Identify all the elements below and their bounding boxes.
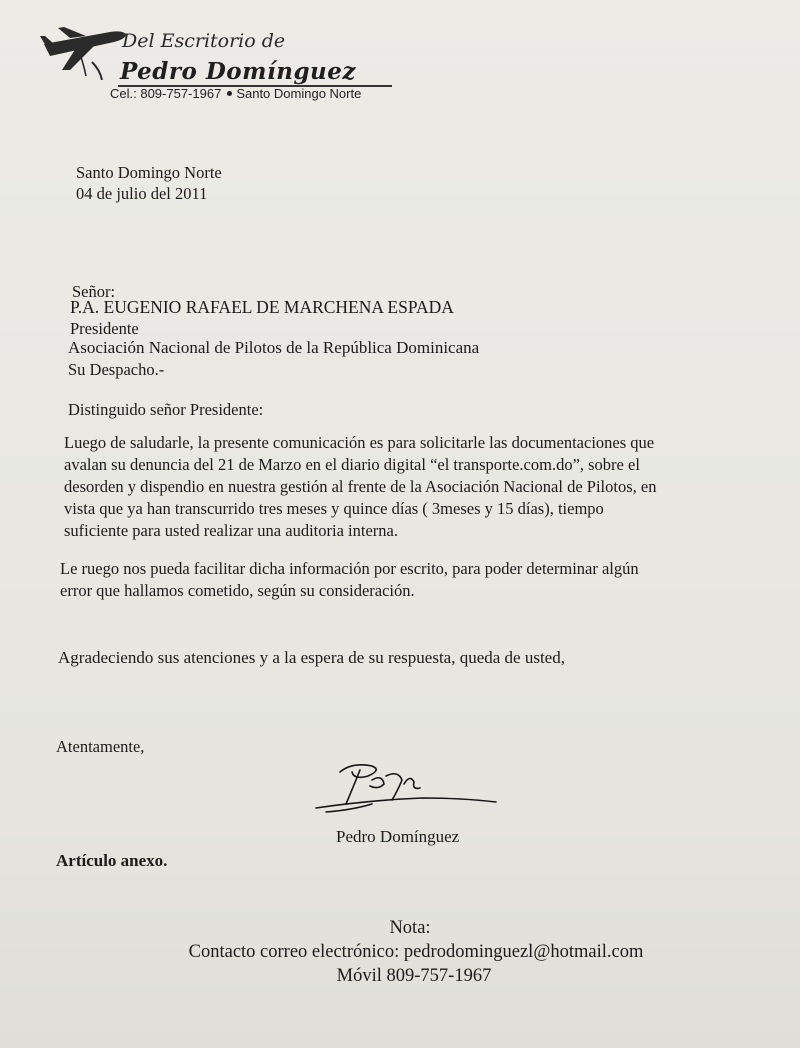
date: 04 de julio del 2011 bbox=[76, 184, 208, 203]
paragraph-line: desorden y dispendio en nuestra gestión al frente de la Asociación Nacional de Pilotos, en bbox=[64, 477, 657, 496]
bullet-dot-icon bbox=[227, 91, 232, 96]
letterhead-location: Santo Domingo Norte bbox=[236, 86, 362, 101]
handwritten-signature bbox=[312, 760, 502, 822]
paragraph-line: Le ruego nos pueda facilitar dicha información por escrito, para poder determinar algún bbox=[60, 559, 639, 578]
note-phone-line: Móvil 809-757-1967 bbox=[336, 966, 492, 986]
greeting: Distinguido señor Presidente: bbox=[68, 400, 264, 419]
signer-name: Pedro Domínguez bbox=[336, 827, 460, 846]
closing: Atentamente, bbox=[56, 737, 145, 756]
recipient-title: Presidente bbox=[70, 319, 139, 338]
paragraph-line: suficiente para usted realizar una auditoria interna. bbox=[64, 521, 398, 540]
attachment-note: Artículo anexo. bbox=[56, 851, 168, 870]
letterhead-name: Pedro Domínguez bbox=[118, 58, 392, 87]
letterhead-title: Del Escritorio de bbox=[122, 30, 286, 52]
body-paragraph-1 bbox=[64, 432, 656, 542]
paragraph-line: avalan su denuncia del 21 de Marzo en el diario digital “el transporte.com.do”, sobre el bbox=[64, 455, 640, 474]
recipient-organization: Asociación Nacional de Pilotos de la República Dominicana bbox=[68, 338, 480, 357]
note-email-line: Contacto correo electrónico: pedrodominguezl@hotmail.com bbox=[188, 942, 644, 962]
recipient-office: Su Despacho.- bbox=[68, 360, 165, 379]
place: Santo Domingo Norte bbox=[76, 163, 222, 182]
paragraph-line: Luego de saludarle, la presente comunicación es para solicitarle las documentaciones que bbox=[64, 433, 655, 452]
letterhead-phone: Cel.: 809-757-1967 bbox=[110, 86, 222, 101]
letterhead-contact bbox=[110, 86, 361, 101]
paragraph-line: error que hallamos cometido, según su consideración. bbox=[60, 581, 415, 600]
note-title: Nota: bbox=[389, 918, 431, 938]
salutation-label: Señor: bbox=[72, 282, 116, 301]
body-paragraph-3: Agradeciendo sus atenciones y a la espera de su respuesta, queda de usted, bbox=[58, 648, 565, 667]
body-paragraph-2 bbox=[60, 558, 639, 602]
airplane-logo-icon bbox=[40, 26, 130, 80]
paragraph-line: vista que ya han transcurrido tres meses y quince días ( 3meses y 15 días), tiempo bbox=[64, 499, 604, 518]
recipient-name: P.A. EUGENIO RAFAEL DE MARCHENA ESPADA bbox=[70, 297, 454, 317]
